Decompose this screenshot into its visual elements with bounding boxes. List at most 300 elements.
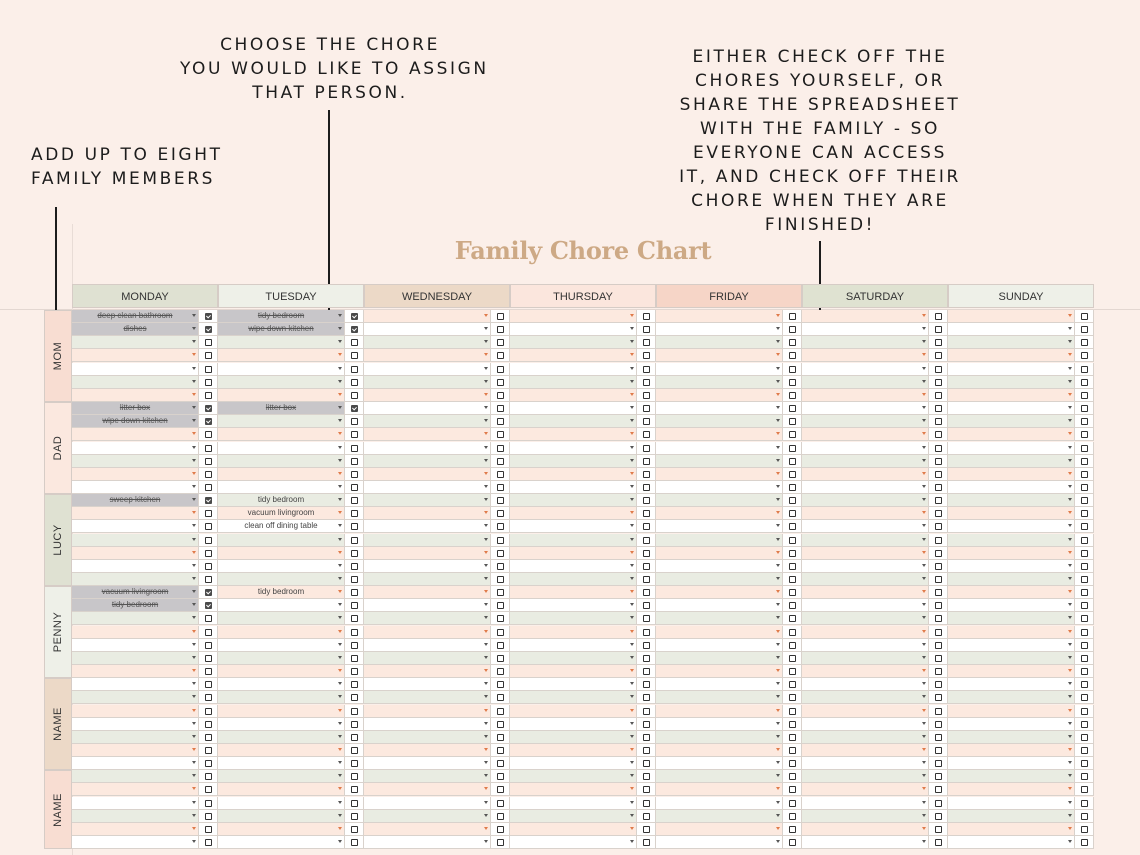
checkbox[interactable] xyxy=(1081,615,1088,622)
checkbox[interactable] xyxy=(351,615,358,622)
checkbox[interactable] xyxy=(1081,576,1088,583)
checkbox[interactable] xyxy=(351,694,358,701)
chore-select[interactable] xyxy=(802,705,929,718)
chore-select[interactable] xyxy=(218,389,345,402)
checkbox[interactable] xyxy=(643,760,650,767)
chore-select[interactable] xyxy=(510,652,637,665)
checkbox[interactable] xyxy=(789,589,796,596)
checkbox[interactable] xyxy=(643,615,650,622)
chore-select[interactable] xyxy=(948,639,1075,652)
chore-select[interactable] xyxy=(72,389,199,402)
chore-select[interactable] xyxy=(656,797,783,810)
chore-select[interactable] xyxy=(510,363,637,376)
chore-select[interactable] xyxy=(72,783,199,796)
checkbox[interactable] xyxy=(351,668,358,675)
chore-select[interactable] xyxy=(72,534,199,547)
checkbox[interactable] xyxy=(789,418,796,425)
chore-select[interactable] xyxy=(218,481,345,494)
chore-select[interactable] xyxy=(72,494,199,507)
checkbox[interactable] xyxy=(935,379,942,386)
checkbox[interactable] xyxy=(643,576,650,583)
chore-select[interactable] xyxy=(72,442,199,455)
chore-select[interactable] xyxy=(656,494,783,507)
chore-select[interactable] xyxy=(218,468,345,481)
checkbox[interactable] xyxy=(789,615,796,622)
chore-select[interactable] xyxy=(364,389,491,402)
chore-select[interactable] xyxy=(802,823,929,836)
chore-select[interactable] xyxy=(948,468,1075,481)
checkbox[interactable] xyxy=(643,747,650,754)
checkbox[interactable] xyxy=(643,445,650,452)
chore-select[interactable] xyxy=(510,665,637,678)
chore-select[interactable] xyxy=(656,560,783,573)
checkbox[interactable] xyxy=(935,655,942,662)
checkbox[interactable] xyxy=(789,484,796,491)
checkbox[interactable] xyxy=(351,826,358,833)
chore-select[interactable] xyxy=(948,612,1075,625)
checkbox[interactable] xyxy=(1081,366,1088,373)
checkbox[interactable] xyxy=(935,681,942,688)
chore-select[interactable] xyxy=(948,336,1075,349)
checkbox[interactable] xyxy=(789,655,796,662)
chore-select[interactable] xyxy=(510,731,637,744)
chore-select[interactable] xyxy=(72,810,199,823)
chore-select[interactable] xyxy=(364,823,491,836)
chore-select[interactable] xyxy=(948,757,1075,770)
checkbox[interactable] xyxy=(1081,523,1088,530)
chore-select[interactable] xyxy=(218,534,345,547)
checkbox[interactable] xyxy=(935,800,942,807)
chore-select[interactable] xyxy=(364,534,491,547)
checkbox[interactable] xyxy=(497,458,504,465)
checkbox[interactable] xyxy=(351,813,358,820)
chore-select[interactable] xyxy=(948,573,1075,586)
chore-select[interactable] xyxy=(802,428,929,441)
checkbox[interactable] xyxy=(497,800,504,807)
chore-select[interactable] xyxy=(218,442,345,455)
chore-select[interactable] xyxy=(510,547,637,560)
chore-select[interactable] xyxy=(364,560,491,573)
checkbox[interactable] xyxy=(643,589,650,596)
chore-select[interactable] xyxy=(802,718,929,731)
chore-select[interactable] xyxy=(72,428,199,441)
checkbox[interactable] xyxy=(497,563,504,570)
checkbox[interactable] xyxy=(789,471,796,478)
checkbox[interactable] xyxy=(497,326,504,333)
chore-select[interactable] xyxy=(364,836,491,849)
checkbox[interactable] xyxy=(789,629,796,636)
chore-select[interactable] xyxy=(218,547,345,560)
chore-select[interactable] xyxy=(802,376,929,389)
chore-select[interactable] xyxy=(656,823,783,836)
checkbox[interactable] xyxy=(935,537,942,544)
chore-select[interactable] xyxy=(72,336,199,349)
chore-select[interactable] xyxy=(218,573,345,586)
checkbox[interactable] xyxy=(789,786,796,793)
chore-select[interactable] xyxy=(802,560,929,573)
checkbox[interactable] xyxy=(935,458,942,465)
checkbox[interactable] xyxy=(935,721,942,728)
chore-select[interactable] xyxy=(656,455,783,468)
checkbox[interactable] xyxy=(789,708,796,715)
checkbox[interactable] xyxy=(789,510,796,517)
chore-select[interactable] xyxy=(364,547,491,560)
chore-select[interactable] xyxy=(72,705,199,718)
chore-select[interactable] xyxy=(656,731,783,744)
checkbox[interactable] xyxy=(935,471,942,478)
checkbox[interactable] xyxy=(789,523,796,530)
checkbox[interactable] xyxy=(789,642,796,649)
checkbox[interactable] xyxy=(351,642,358,649)
chore-select[interactable] xyxy=(218,310,345,323)
checkbox[interactable] xyxy=(643,326,650,333)
chore-select[interactable] xyxy=(364,310,491,323)
checkbox[interactable] xyxy=(789,773,796,780)
chore-select[interactable] xyxy=(948,652,1075,665)
chore-select[interactable] xyxy=(72,599,199,612)
checkbox[interactable] xyxy=(789,458,796,465)
checkbox[interactable] xyxy=(205,366,212,373)
chore-select[interactable] xyxy=(364,744,491,757)
chore-select[interactable] xyxy=(510,534,637,547)
member-name-cell[interactable] xyxy=(44,586,72,678)
checkbox[interactable] xyxy=(205,642,212,649)
checkbox[interactable] xyxy=(935,839,942,846)
checkbox[interactable] xyxy=(351,800,358,807)
chore-select[interactable] xyxy=(72,573,199,586)
chore-select[interactable] xyxy=(948,310,1075,323)
chore-select[interactable] xyxy=(948,731,1075,744)
checkbox[interactable] xyxy=(643,839,650,846)
chore-select[interactable] xyxy=(218,744,345,757)
chore-select[interactable] xyxy=(656,481,783,494)
checkbox[interactable] xyxy=(351,602,358,609)
chore-select[interactable] xyxy=(510,797,637,810)
checkbox[interactable] xyxy=(1081,352,1088,359)
checkbox[interactable] xyxy=(205,747,212,754)
member-name-cell[interactable] xyxy=(44,770,72,849)
checkbox[interactable] xyxy=(1081,786,1088,793)
checkbox[interactable] xyxy=(1081,747,1088,754)
chore-select[interactable] xyxy=(948,823,1075,836)
checkbox[interactable] xyxy=(935,418,942,425)
chore-select[interactable] xyxy=(948,494,1075,507)
checkbox[interactable] xyxy=(1081,405,1088,412)
chore-select[interactable] xyxy=(802,665,929,678)
checkbox[interactable] xyxy=(497,379,504,386)
chore-select[interactable] xyxy=(510,336,637,349)
checkbox[interactable] xyxy=(1081,602,1088,609)
checkbox[interactable] xyxy=(1081,589,1088,596)
checkbox[interactable] xyxy=(643,471,650,478)
checkbox[interactable] xyxy=(1081,326,1088,333)
chore-select[interactable] xyxy=(656,323,783,336)
chore-select[interactable] xyxy=(510,691,637,704)
chore-select[interactable] xyxy=(218,652,345,665)
chore-select[interactable] xyxy=(656,573,783,586)
checkbox[interactable] xyxy=(351,497,358,504)
chore-select[interactable] xyxy=(656,389,783,402)
chore-select[interactable] xyxy=(510,744,637,757)
checkbox[interactable] xyxy=(205,431,212,438)
chore-select[interactable] xyxy=(802,402,929,415)
chore-select[interactable] xyxy=(72,310,199,323)
chore-select[interactable] xyxy=(218,323,345,336)
chore-select[interactable] xyxy=(218,455,345,468)
checkbox[interactable] xyxy=(205,629,212,636)
checkbox[interactable] xyxy=(789,563,796,570)
chore-select[interactable] xyxy=(72,665,199,678)
checkbox[interactable] xyxy=(351,589,358,596)
chore-select[interactable] xyxy=(948,705,1075,718)
checkbox[interactable] xyxy=(497,550,504,557)
checkbox[interactable] xyxy=(205,392,212,399)
checkbox[interactable] xyxy=(789,366,796,373)
checkbox[interactable] xyxy=(935,615,942,622)
chore-select[interactable] xyxy=(948,455,1075,468)
checkbox[interactable] xyxy=(351,523,358,530)
chore-select[interactable] xyxy=(72,678,199,691)
chore-select[interactable] xyxy=(72,349,199,362)
chore-select[interactable] xyxy=(510,494,637,507)
checkbox[interactable] xyxy=(497,629,504,636)
checkbox[interactable] xyxy=(643,655,650,662)
checkbox[interactable] xyxy=(351,629,358,636)
chore-select[interactable] xyxy=(364,336,491,349)
chore-select[interactable] xyxy=(802,797,929,810)
checkbox[interactable] xyxy=(1081,813,1088,820)
chore-select[interactable] xyxy=(218,783,345,796)
checkbox[interactable] xyxy=(935,694,942,701)
checkbox[interactable] xyxy=(497,537,504,544)
checkbox[interactable] xyxy=(643,629,650,636)
chore-select[interactable] xyxy=(364,507,491,520)
checkbox[interactable] xyxy=(1081,471,1088,478)
chore-select[interactable] xyxy=(218,428,345,441)
checkbox[interactable] xyxy=(351,537,358,544)
chore-select[interactable] xyxy=(948,836,1075,849)
checkbox[interactable] xyxy=(643,418,650,425)
chore-select[interactable] xyxy=(948,323,1075,336)
chore-select[interactable] xyxy=(364,428,491,441)
checkbox[interactable] xyxy=(351,721,358,728)
chore-select[interactable] xyxy=(656,705,783,718)
chore-select[interactable] xyxy=(218,810,345,823)
chore-select[interactable] xyxy=(656,349,783,362)
chore-select[interactable] xyxy=(72,836,199,849)
chore-select[interactable] xyxy=(72,691,199,704)
chore-select[interactable] xyxy=(72,823,199,836)
checkbox[interactable] xyxy=(1081,497,1088,504)
checkbox[interactable] xyxy=(1081,418,1088,425)
chore-select[interactable] xyxy=(510,507,637,520)
checkbox[interactable] xyxy=(789,813,796,820)
chore-select[interactable] xyxy=(72,468,199,481)
chore-select[interactable] xyxy=(510,310,637,323)
chore-select[interactable] xyxy=(802,691,929,704)
chore-select[interactable] xyxy=(72,718,199,731)
chore-select[interactable] xyxy=(72,744,199,757)
chore-select[interactable] xyxy=(948,520,1075,533)
checkbox[interactable] xyxy=(497,813,504,820)
chore-select[interactable] xyxy=(656,468,783,481)
chore-select[interactable] xyxy=(656,744,783,757)
chore-select[interactable] xyxy=(948,783,1075,796)
checkbox[interactable] xyxy=(497,642,504,649)
chore-select[interactable] xyxy=(802,744,929,757)
chore-select[interactable] xyxy=(948,442,1075,455)
checkbox[interactable] xyxy=(643,681,650,688)
checkbox[interactable] xyxy=(1081,458,1088,465)
checkbox[interactable] xyxy=(205,615,212,622)
chore-select[interactable] xyxy=(218,770,345,783)
chore-select[interactable] xyxy=(364,349,491,362)
checkbox[interactable] xyxy=(935,392,942,399)
chore-select[interactable] xyxy=(802,836,929,849)
checkbox[interactable] xyxy=(205,694,212,701)
chore-select[interactable] xyxy=(802,652,929,665)
chore-select[interactable] xyxy=(656,599,783,612)
chore-select[interactable] xyxy=(218,836,345,849)
checkbox[interactable] xyxy=(205,773,212,780)
chore-select[interactable] xyxy=(656,428,783,441)
chore-select[interactable] xyxy=(218,415,345,428)
checkbox[interactable] xyxy=(497,826,504,833)
checkbox[interactable] xyxy=(935,760,942,767)
chore-select[interactable] xyxy=(510,376,637,389)
checkbox[interactable] xyxy=(643,668,650,675)
checkbox[interactable] xyxy=(643,352,650,359)
chore-select[interactable] xyxy=(364,783,491,796)
chore-select[interactable] xyxy=(364,415,491,428)
chore-select[interactable] xyxy=(218,757,345,770)
checked-checkbox[interactable] xyxy=(205,589,212,596)
checkbox[interactable] xyxy=(351,510,358,517)
checkbox[interactable] xyxy=(789,747,796,754)
checkbox[interactable] xyxy=(1081,392,1088,399)
checkbox[interactable] xyxy=(935,734,942,741)
chore-select[interactable] xyxy=(510,626,637,639)
checkbox[interactable] xyxy=(497,484,504,491)
checkbox[interactable] xyxy=(1081,800,1088,807)
chore-select[interactable] xyxy=(218,520,345,533)
chore-select[interactable] xyxy=(948,810,1075,823)
checkbox[interactable] xyxy=(205,537,212,544)
checkbox[interactable] xyxy=(497,418,504,425)
chore-select[interactable] xyxy=(948,626,1075,639)
chore-select[interactable] xyxy=(656,547,783,560)
checkbox[interactable] xyxy=(351,431,358,438)
chore-select[interactable] xyxy=(948,376,1075,389)
chore-select[interactable] xyxy=(802,573,929,586)
checkbox[interactable] xyxy=(935,497,942,504)
checkbox[interactable] xyxy=(351,839,358,846)
chore-select[interactable] xyxy=(802,810,929,823)
checkbox[interactable] xyxy=(351,708,358,715)
checked-checkbox[interactable] xyxy=(351,405,358,412)
chore-select[interactable] xyxy=(510,428,637,441)
chore-select[interactable] xyxy=(72,363,199,376)
checkbox[interactable] xyxy=(1081,655,1088,662)
chore-select[interactable] xyxy=(802,481,929,494)
checkbox[interactable] xyxy=(789,668,796,675)
checkbox[interactable] xyxy=(789,497,796,504)
chore-select[interactable] xyxy=(948,770,1075,783)
checkbox[interactable] xyxy=(935,445,942,452)
chore-select[interactable] xyxy=(218,363,345,376)
checkbox[interactable] xyxy=(497,471,504,478)
chore-select[interactable] xyxy=(364,363,491,376)
checkbox[interactable] xyxy=(1081,642,1088,649)
checkbox[interactable] xyxy=(789,734,796,741)
chore-select[interactable] xyxy=(218,823,345,836)
chore-select[interactable] xyxy=(802,770,929,783)
checkbox[interactable] xyxy=(351,352,358,359)
chore-select[interactable] xyxy=(72,547,199,560)
checkbox[interactable] xyxy=(497,510,504,517)
checkbox[interactable] xyxy=(351,418,358,425)
checked-checkbox[interactable] xyxy=(205,602,212,609)
checked-checkbox[interactable] xyxy=(351,326,358,333)
chore-select[interactable] xyxy=(802,494,929,507)
checkbox[interactable] xyxy=(643,405,650,412)
checkbox[interactable] xyxy=(1081,734,1088,741)
chore-select[interactable] xyxy=(218,665,345,678)
chore-select[interactable] xyxy=(656,363,783,376)
checkbox[interactable] xyxy=(789,313,796,320)
chore-select[interactable] xyxy=(510,823,637,836)
chore-select[interactable] xyxy=(510,770,637,783)
checkbox[interactable] xyxy=(935,747,942,754)
chore-select[interactable] xyxy=(656,836,783,849)
checkbox[interactable] xyxy=(789,379,796,386)
chore-select[interactable] xyxy=(802,442,929,455)
chore-select[interactable] xyxy=(72,757,199,770)
checkbox[interactable] xyxy=(1081,339,1088,346)
member-name-cell[interactable] xyxy=(44,310,72,402)
checkbox[interactable] xyxy=(1081,313,1088,320)
checkbox[interactable] xyxy=(497,655,504,662)
checkbox[interactable] xyxy=(205,734,212,741)
checkbox[interactable] xyxy=(1081,681,1088,688)
chore-select[interactable] xyxy=(948,534,1075,547)
chore-select[interactable] xyxy=(510,402,637,415)
chore-select[interactable] xyxy=(364,797,491,810)
chore-select[interactable] xyxy=(364,612,491,625)
checkbox[interactable] xyxy=(1081,668,1088,675)
chore-select[interactable] xyxy=(656,415,783,428)
chore-select[interactable] xyxy=(510,718,637,731)
checkbox[interactable] xyxy=(497,392,504,399)
chore-select[interactable] xyxy=(364,455,491,468)
checkbox[interactable] xyxy=(789,352,796,359)
checkbox[interactable] xyxy=(789,800,796,807)
chore-select[interactable] xyxy=(364,494,491,507)
checkbox[interactable] xyxy=(497,497,504,504)
chore-select[interactable] xyxy=(364,757,491,770)
checkbox[interactable] xyxy=(205,484,212,491)
chore-select[interactable] xyxy=(510,705,637,718)
checkbox[interactable] xyxy=(205,576,212,583)
chore-select[interactable] xyxy=(72,415,199,428)
checkbox[interactable] xyxy=(497,747,504,754)
checkbox[interactable] xyxy=(935,550,942,557)
checkbox[interactable] xyxy=(351,339,358,346)
chore-select[interactable] xyxy=(656,310,783,323)
chore-select[interactable] xyxy=(72,481,199,494)
chore-select[interactable] xyxy=(948,665,1075,678)
checkbox[interactable] xyxy=(205,721,212,728)
